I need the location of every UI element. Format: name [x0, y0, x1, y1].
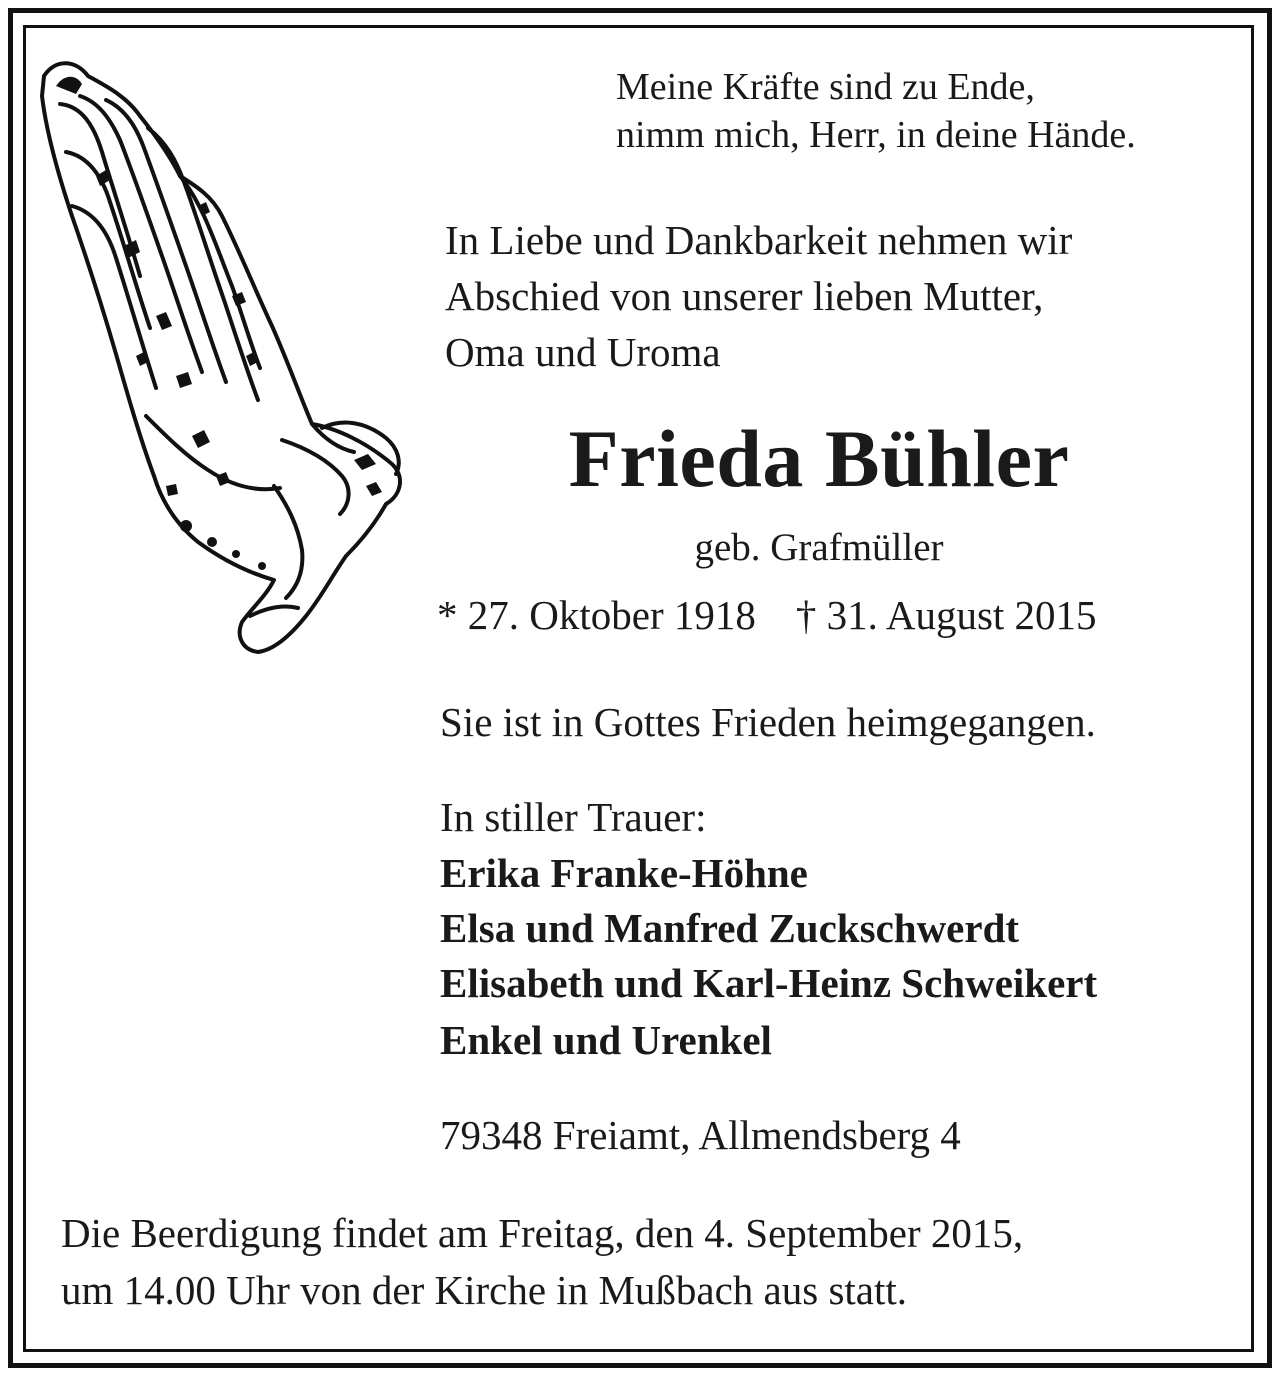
- verse-line-2: nimm mich, Herr, in deine Hände.: [616, 114, 1136, 156]
- mourner-name: Elsa und Manfred Zuckschwerdt: [440, 905, 1020, 951]
- mourner-name: Elisabeth und Karl-Heinz Schweikert: [440, 960, 1098, 1006]
- intro-line-1: In Liebe und Dankbarkeit nehmen wir: [445, 217, 1073, 263]
- mourner-name: Enkel und Urenkel: [440, 1017, 772, 1063]
- intro-line-3: Oma und Uroma: [445, 329, 721, 375]
- address: 79348 Freiamt, Allmendsberg 4: [440, 1112, 961, 1158]
- intro-line-2: Abschied von unserer lieben Mutter,: [445, 273, 1044, 319]
- verse-line-1: Meine Kräfte sind zu Ende,: [616, 66, 1035, 108]
- mourners-heading: In stiller Trauer:: [440, 794, 707, 840]
- life-dates: [437, 592, 1097, 638]
- funeral-line-1: Die Beerdigung findet am Freitag, den 4. September 2015,: [61, 1210, 1024, 1256]
- maiden-name: geb. Grafmüller: [694, 526, 944, 569]
- birth-date: * 27. Oktober 1918: [437, 592, 756, 638]
- peace-line: Sie ist in Gottes Frieden heimgegangen.: [440, 699, 1096, 745]
- death-date: † 31. August 2015: [795, 592, 1097, 638]
- deceased-name: Frieda Bühler: [568, 413, 1070, 504]
- funeral-line-2: um 14.00 Uhr von der Kirche in Mußbach aus statt.: [61, 1267, 908, 1313]
- mourner-name: Erika Franke-Höhne: [440, 850, 808, 896]
